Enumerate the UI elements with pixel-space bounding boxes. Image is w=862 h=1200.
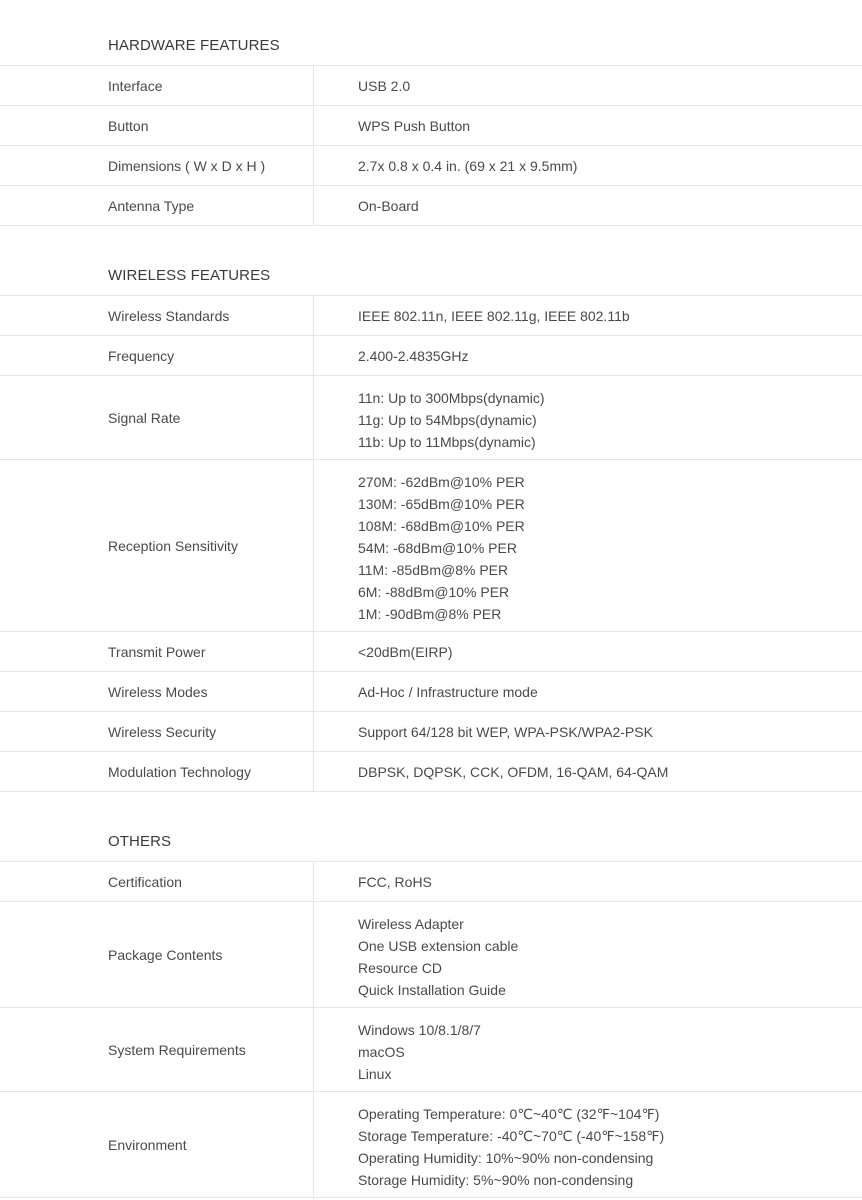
spec-value-line: Storage Humidity: 5%~90% non-condensing xyxy=(358,1172,634,1188)
spec-value-line: Linux xyxy=(358,1066,392,1082)
spec-value-line: Windows 10/8.1/8/7 xyxy=(358,1022,481,1038)
spec-row-package-contents xyxy=(0,902,862,1008)
spec-value-line: 108M: -68dBm@10% PER xyxy=(358,518,525,534)
spec-value xyxy=(314,186,862,225)
spec-row-wireless-standards xyxy=(0,296,862,336)
spec-label: Reception Sensitivity xyxy=(0,460,314,631)
spec-label: Certification xyxy=(0,862,314,901)
spec-value-line: 11n: Up to 300Mbps(dynamic) xyxy=(358,390,545,406)
spec-label: Wireless Security xyxy=(0,712,314,751)
spec-value-line: DBPSK, DQPSK, CCK, OFDM, 16-QAM, 64-QAM xyxy=(358,763,669,780)
spec-value-line: 1M: -90dBm@8% PER xyxy=(358,606,502,622)
spec-value-line: Operating Humidity: 10%~90% non-condensing xyxy=(358,1150,654,1166)
spec-row-signal-rate xyxy=(0,376,862,460)
spec-row-system-requirements xyxy=(0,1008,862,1092)
spec-value-line: 11b: Up to 11Mbps(dynamic) xyxy=(358,434,536,450)
spec-value-line: Resource CD xyxy=(358,960,443,976)
spec-label: Button xyxy=(0,106,314,145)
spec-value-line: Storage Temperature: -40℃~70℃ (-40℉~158℉) xyxy=(358,1128,665,1144)
spec-value-line: 54M: -68dBm@10% PER xyxy=(358,540,517,556)
spec-value xyxy=(314,1092,862,1197)
section-title: HARDWARE FEATURES xyxy=(0,0,862,66)
spec-label: Package Contents xyxy=(0,902,314,1007)
spec-value-line: 11g: Up to 54Mbps(dynamic) xyxy=(358,412,537,428)
spec-value-line: FCC, RoHS xyxy=(358,873,432,890)
spec-value-line: Wireless Adapter xyxy=(358,916,464,932)
spec-row-frequency xyxy=(0,336,862,376)
spec-value xyxy=(314,336,862,375)
spec-row-environment xyxy=(0,1092,862,1198)
spec-label: Wireless Modes xyxy=(0,672,314,711)
spec-value xyxy=(314,632,862,671)
spec-label: Wireless Standards xyxy=(0,296,314,335)
spec-row-transmit-power xyxy=(0,632,862,672)
spec-value xyxy=(314,460,862,631)
spec-value-line: <20dBm(EIRP) xyxy=(358,643,453,660)
section-hardware-features xyxy=(0,0,862,226)
spec-row-modulation-technology xyxy=(0,752,862,792)
section-title: OTHERS xyxy=(0,796,862,862)
section-others xyxy=(0,796,862,1198)
spec-row-wireless-security xyxy=(0,712,862,752)
spec-row-button xyxy=(0,106,862,146)
spec-value xyxy=(314,902,862,1007)
spec-label: Dimensions ( W x D x H ) xyxy=(0,146,314,185)
spec-value xyxy=(314,862,862,901)
spec-value-line: Operating Temperature: 0℃~40℃ (32℉~104℉) xyxy=(358,1106,660,1122)
spec-label: Antenna Type xyxy=(0,186,314,225)
spec-row-dimensions xyxy=(0,146,862,186)
spec-value-line: USB 2.0 xyxy=(358,77,411,94)
section-wireless-features xyxy=(0,230,862,792)
section-title: WIRELESS FEATURES xyxy=(0,230,862,296)
spec-value-line: WPS Push Button xyxy=(358,117,471,134)
spec-row-reception-sensitivity xyxy=(0,460,862,632)
spec-value xyxy=(314,712,862,751)
spec-row-antenna-type xyxy=(0,186,862,226)
spec-label: Environment xyxy=(0,1092,314,1197)
spec-value-line: Support 64/128 bit WEP, WPA-PSK/WPA2-PSK xyxy=(358,723,653,740)
spec-value xyxy=(314,146,862,185)
spec-row-interface xyxy=(0,66,862,106)
spec-label: Modulation Technology xyxy=(0,752,314,791)
spec-label: Signal Rate xyxy=(0,376,314,459)
spec-value xyxy=(314,672,862,711)
spec-label: Frequency xyxy=(0,336,314,375)
spec-value xyxy=(314,296,862,335)
spec-label: System Requirements xyxy=(0,1008,314,1091)
spec-row-wireless-modes xyxy=(0,672,862,712)
spec-value-line: 11M: -85dBm@8% PER xyxy=(358,562,509,578)
spec-value xyxy=(314,752,862,791)
spec-value xyxy=(314,1008,862,1091)
spec-value-line: On-Board xyxy=(358,197,419,214)
spec-label: Interface xyxy=(0,66,314,105)
spec-value xyxy=(314,66,862,105)
spec-value-line: 6M: -88dBm@10% PER xyxy=(358,584,510,600)
spec-value xyxy=(314,376,862,459)
spec-value-line: 2.7x 0.8 x 0.4 in. (69 x 21 x 9.5mm) xyxy=(358,157,578,174)
spec-value-line: 270M: -62dBm@10% PER xyxy=(358,474,525,490)
spec-row-certification xyxy=(0,862,862,902)
spec-value-line: 130M: -65dBm@10% PER xyxy=(358,496,525,512)
spec-value-line: IEEE 802.11n, IEEE 802.11g, IEEE 802.11b xyxy=(358,307,630,324)
spec-value-line: Ad-Hoc / Infrastructure mode xyxy=(358,683,538,700)
spec-value-line: 2.400-2.4835GHz xyxy=(358,347,469,364)
spec-value-line: macOS xyxy=(358,1044,405,1060)
spec-value-line: Quick Installation Guide xyxy=(358,982,506,998)
spec-value xyxy=(314,106,862,145)
spec-value-line: One USB extension cable xyxy=(358,938,519,954)
spec-label: Transmit Power xyxy=(0,632,314,671)
